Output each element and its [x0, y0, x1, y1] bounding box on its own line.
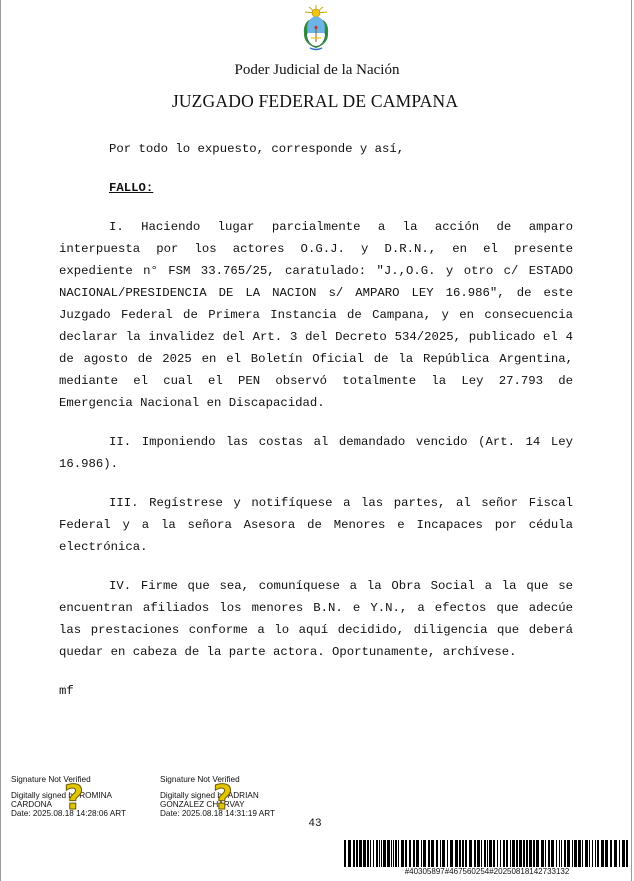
barcode-bar: [559, 840, 560, 867]
barcode-bar: [421, 840, 422, 867]
barcode-bar: [564, 840, 566, 867]
barcode-bar: [381, 840, 382, 867]
barcode-bar: [585, 840, 588, 867]
barcode-bar: [447, 840, 448, 867]
resolution-3: III. Regístrese y notifíquese a las partes, al señor Fiscal Federal y a la señora Asesora de Menores e Incapaces por cédula electrónica.: [59, 496, 573, 554]
resolution-2: II. Imponiendo las costas al demandado vencido (Art. 14 Ley 16.986).: [59, 435, 573, 471]
barcode-bar: [373, 840, 374, 867]
barcode-bar: [500, 840, 501, 867]
fallo-heading: FALLO:: [109, 181, 154, 195]
barcode-bar: [548, 840, 550, 867]
barcode-bar: [556, 840, 557, 867]
barcode-bar: [512, 840, 515, 867]
barcode-bar: [601, 840, 604, 867]
page-right-border: [631, 0, 632, 881]
barcode-bar: [455, 840, 458, 867]
barcode-bar: [489, 840, 492, 867]
barcode-bar: [578, 840, 581, 867]
resolution-4: IV. Firme que sea, comuníquese a la Obra Social a la que se encuentran afiliados los menores B.N. e Y.N., a efectos que adecúe las prestaciones conforme a lo aquí decidido, diligencia que deberá quedar en cabeza de la parte actora. Oportunamente, archívese.: [59, 579, 573, 659]
barcode-bar: [541, 840, 544, 867]
barcode-bar: [567, 840, 570, 867]
barcode-bar: [614, 840, 617, 867]
barcode-bar: [431, 840, 434, 867]
barcode-bar: [469, 840, 472, 867]
barcode-bar: [440, 840, 441, 867]
barcode-bar: [405, 840, 407, 867]
barcode-bar: [450, 840, 453, 867]
barcode-bar: [497, 840, 498, 867]
barcode-bar: [436, 840, 438, 867]
signature-date: Date: 2025.08.18 14:31:19 ART: [160, 809, 276, 818]
barcode-bar: [484, 840, 486, 867]
barcode-bar: [526, 840, 528, 867]
barcode-bar: [370, 840, 371, 867]
barcode-bar: [605, 840, 608, 867]
signer-line: Digitally signed by ADRIAN: [160, 791, 259, 800]
barcode-bar: [533, 840, 535, 867]
barcode-bar: [551, 840, 554, 867]
barcode-bar: [387, 840, 390, 867]
signer-name-cont: CARDONA: [11, 800, 52, 809]
signature-status: Signature Not Verified: [160, 775, 240, 784]
barcode: [344, 840, 630, 867]
coat-of-arms-icon: [298, 4, 334, 52]
barcode-bar: [610, 840, 612, 867]
page-number: 43: [308, 818, 322, 830]
barcode-bar: [376, 840, 378, 867]
clerk-initials: mf: [59, 684, 74, 698]
barcode-bar: [477, 840, 480, 867]
signature-status: Signature Not Verified: [11, 775, 91, 784]
barcode-bar: [487, 840, 488, 867]
barcode-bar: [393, 840, 394, 867]
barcode-bar: [506, 840, 508, 867]
barcode-bar: [626, 840, 628, 867]
barcode-bar: [622, 840, 625, 867]
barcode-bar: [416, 840, 419, 867]
question-mark-icon: ?: [213, 778, 233, 818]
barcode-bar: [348, 840, 351, 867]
barcode-bar: [592, 840, 593, 867]
barcode-bar: [465, 840, 467, 867]
barcode-bar: [595, 840, 596, 867]
page-left-border: [0, 0, 1, 881]
barcode-bar: [359, 840, 362, 867]
resolution-1: I. Haciendo lugar parcialmente a la acción de amparo interpuesta por los actores O.G.J. y D.R.N., en el presente expediente n° FSM 33.765/25, caratulado: "J.,O.G. y otro c/ ESTADO NACIONAL/PRESIDENCIA DE LA NACION s/ AMPARO LEY 16.986", de este Juzgado Federal de Primera Instancia de Campana, y en consecuencia declarar la invalidez del Art. 3 del Decreto 534/2025, publicado el 4 de agosto de 2025 en el Boletín Oficial de la República Argentina, mediante el cual el PEN observó totalmente la Ley 27.793 de Emergencia Nacional en Discapacidad.: [59, 220, 573, 410]
barcode-bar: [519, 840, 522, 867]
barcode-bar: [353, 840, 355, 867]
signature-date: Date: 2025.08.18 14:28:06 ART: [11, 809, 127, 818]
intro-paragraph: Por todo lo expuesto, corresponde y así,: [109, 142, 405, 156]
barcode-bar: [474, 840, 476, 867]
barcode-bar: [536, 840, 539, 867]
signer-line: Digitally signed by ROMINA: [11, 791, 113, 800]
barcode-bar: [597, 840, 599, 867]
barcode-bar: [428, 840, 430, 867]
barcode-bar: [344, 840, 346, 867]
barcode-bar: [589, 840, 590, 867]
barcode-bar: [481, 840, 482, 867]
barcode-bar: [442, 840, 445, 867]
barcode-bar: [401, 840, 404, 867]
barcode-bar: [493, 840, 495, 867]
barcode-bar: [459, 840, 461, 867]
barcode-bar: [363, 840, 366, 867]
signer-name-cont: GONZALEZ CHARVAY: [160, 800, 245, 809]
barcode-bar: [572, 840, 573, 867]
barcode-text: #40305897#467560254#20250818142733132: [404, 867, 570, 876]
barcode-bar: [462, 840, 464, 867]
barcode-bar: [516, 840, 518, 867]
barcode-bar: [356, 840, 358, 867]
barcode-bar: [395, 840, 397, 867]
barcode-bar: [561, 840, 562, 867]
barcode-bar: [383, 840, 386, 867]
barcode-bar: [379, 840, 380, 867]
ruling-body: [59, 138, 573, 702]
barcode-bar: [529, 840, 532, 867]
question-mark-icon: ?: [64, 778, 84, 818]
barcode-bar: [423, 840, 426, 867]
barcode-bar: [413, 840, 415, 867]
barcode-bar: [545, 840, 546, 867]
barcode-bar: [510, 840, 511, 867]
barcode-bar: [523, 840, 525, 867]
barcode-bar: [582, 840, 583, 867]
barcode-bar: [574, 840, 577, 867]
barcode-bar: [409, 840, 411, 867]
court-name: JUZGADO FEDERAL DE CAMPANA: [171, 91, 459, 111]
barcode-bar: [619, 840, 620, 867]
barcode-bar: [391, 840, 392, 867]
institution-name: Poder Judicial de la Nación: [234, 62, 400, 78]
barcode-bar: [398, 840, 399, 867]
barcode-bar: [503, 840, 505, 867]
barcode-bar: [367, 840, 369, 867]
